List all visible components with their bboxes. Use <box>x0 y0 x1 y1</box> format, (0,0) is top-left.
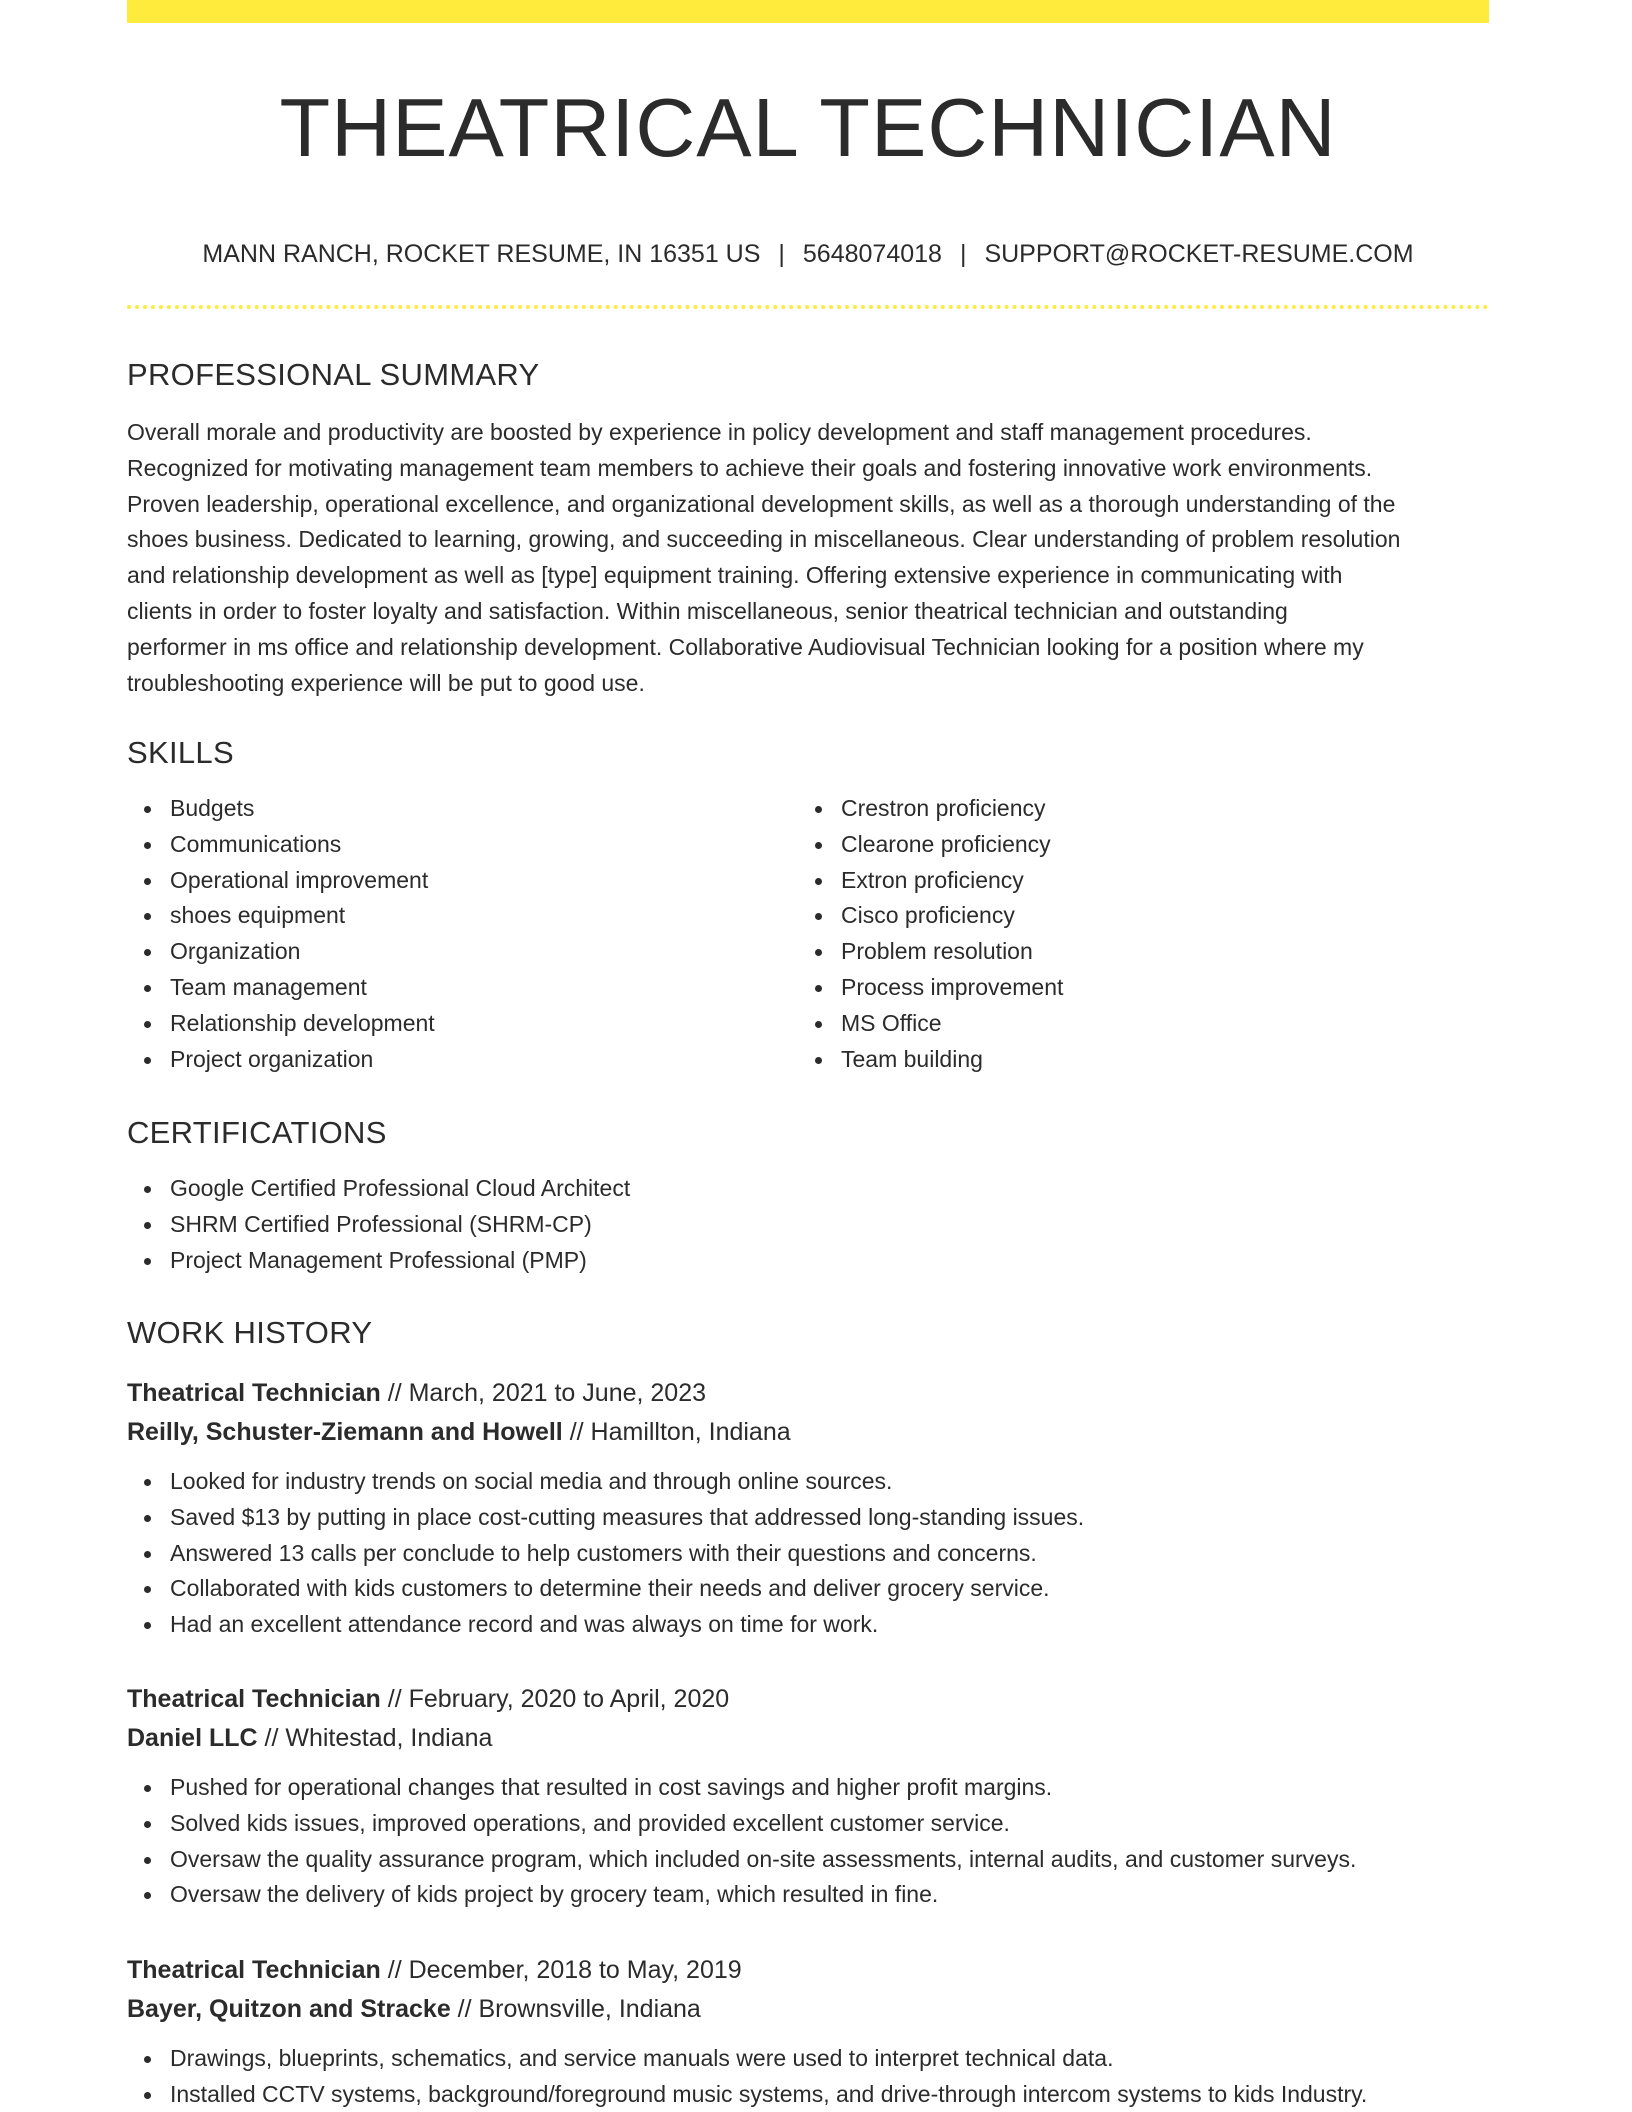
job-role: Theatrical Technician <box>127 1685 381 1713</box>
job-location: // Brownsville, Indiana <box>450 1995 701 2023</box>
job-bullet: Oversaw the quality assurance program, which included on-site assessments, internal audits, and customer surveys. <box>127 1842 1489 1878</box>
job-dates: // February, 2020 to April, 2020 <box>380 1685 730 1713</box>
job-dates: // March, 2021 to June, 2023 <box>380 1379 707 1407</box>
job-bullet: Oversaw the delivery of kids project by grocery team, which resulted in fine. <box>127 1877 1489 1913</box>
skills-list-right <box>798 791 1469 1077</box>
job-bullet: Had an excellent attendance record and was always on time for work. <box>127 1607 1489 1643</box>
job-bullets <box>127 2041 1489 2112</box>
skill-item: Clearone proficiency <box>798 827 1469 863</box>
skill-item: Cisco proficiency <box>798 898 1469 934</box>
job-bullet: Pushed for operational changes that resulted in cost savings and higher profit margins. <box>127 1770 1489 1806</box>
job-bullet: Installed CCTV systems, background/foreground music systems, and drive-through intercom systems to kids Industry. <box>127 2077 1489 2112</box>
skill-item: Problem resolution <box>798 934 1469 970</box>
contact-separator: | <box>959 240 967 268</box>
summary-line: troubleshooting experience will be put to good use. <box>127 669 645 696</box>
section-title-skills: SKILLS <box>127 735 234 770</box>
email: SUPPORT@ROCKET-RESUME.COM <box>984 240 1414 268</box>
certifications-list <box>127 1171 1489 1278</box>
skill-item: Process improvement <box>798 970 1469 1006</box>
skill-item: Extron proficiency <box>798 863 1469 899</box>
phone: 5648074018 <box>802 240 942 268</box>
summary-line: shoes business. Dedicated to learning, growing, and succeeding in miscellaneous. Clear understanding of problem resolution <box>127 526 1401 553</box>
skill-item: Communications <box>127 827 798 863</box>
candidate-name: THEATRICAL TECHNICIAN <box>279 81 1337 174</box>
job-title-line <box>127 1374 1489 1413</box>
contact-line <box>127 236 1489 272</box>
job-bullet: Answered 13 calls per conclude to help customers with their questions and concerns. <box>127 1536 1489 1572</box>
job-entry <box>127 1680 1489 1913</box>
job-company: Bayer, Quitzon and Stracke <box>127 1995 451 2023</box>
job-location: // Hamillton, Indiana <box>562 1418 791 1446</box>
skill-item: shoes equipment <box>127 898 798 934</box>
certifications-section <box>127 1113 1489 1278</box>
header-divider <box>127 305 1489 309</box>
job-role: Theatrical Technician <box>127 1956 381 1984</box>
job-company-line <box>127 1990 1489 2029</box>
summary-line: Recognized for motivating management team members to achieve their goals and fostering innovative work environments. <box>127 454 1373 481</box>
address: MANN RANCH, ROCKET RESUME, IN 16351 US <box>202 240 761 268</box>
section-title-certifications: CERTIFICATIONS <box>127 1115 387 1150</box>
job-bullets <box>127 1464 1489 1643</box>
certification-item: Google Certified Professional Cloud Architect <box>127 1171 1489 1207</box>
job-company-line <box>127 1413 1489 1452</box>
summary-line: Proven leadership, operational excellence, and organizational development skills, as well as a thorough understanding of the <box>127 490 1396 517</box>
job-title-line <box>127 1951 1489 1990</box>
job-bullet: Looked for industry trends on social media and through online sources. <box>127 1464 1489 1500</box>
skill-item: Relationship development <box>127 1006 798 1042</box>
job-bullet: Drawings, blueprints, schematics, and service manuals were used to interpret technical data. <box>127 2041 1489 2077</box>
job-bullet: Solved kids issues, improved operations, and provided excellent customer service. <box>127 1806 1489 1842</box>
job-company: Reilly, Schuster-Ziemann and Howell <box>127 1418 563 1446</box>
skill-item: Operational improvement <box>127 863 798 899</box>
certification-item: Project Management Professional (PMP) <box>127 1243 1489 1279</box>
summary-line: performer in ms office and relationship development. Collaborative Audiovisual Technician looking for a position where my <box>127 633 1364 660</box>
summary-line: Overall morale and productivity are boosted by experience in policy development and staff management procedures. <box>127 419 1312 445</box>
summary-text <box>127 415 1489 701</box>
skill-item: Project organization <box>127 1042 798 1078</box>
job-bullets <box>127 1770 1489 1913</box>
skills-list-left <box>127 791 798 1077</box>
section-title-work-history: WORK HISTORY <box>127 1315 373 1350</box>
skill-item: MS Office <box>798 1006 1469 1042</box>
skills-section <box>127 733 1489 1077</box>
job-bullet: Collaborated with kids customers to determine their needs and deliver grocery service. <box>127 1571 1489 1607</box>
skills-columns <box>127 773 1489 1077</box>
job-entry <box>127 1951 1489 2112</box>
summary-line: and relationship development as well as [type] equipment training. Offering extensive experience in communicating with <box>127 562 1343 589</box>
contact-separator: | <box>778 240 785 268</box>
skill-item: Team management <box>127 970 798 1006</box>
skill-item: Team building <box>798 1042 1469 1078</box>
job-company-line <box>127 1719 1489 1758</box>
work-history-section <box>127 1313 1489 1353</box>
job-entry <box>127 1374 1489 1643</box>
summary-section <box>127 355 1489 701</box>
job-dates: // December, 2018 to May, 2019 <box>380 1956 742 1984</box>
certification-item: SHRM Certified Professional (SHRM-CP) <box>127 1207 1489 1243</box>
summary-line: clients in order to foster loyalty and satisfaction. Within miscellaneous, senior theatrical technician and outstanding <box>127 597 1288 624</box>
accent-bar <box>127 0 1489 23</box>
job-role: Theatrical Technician <box>127 1379 381 1407</box>
section-title-summary: PROFESSIONAL SUMMARY <box>127 357 540 392</box>
job-location: // Whitestad, Indiana <box>257 1724 493 1752</box>
job-title-line <box>127 1680 1489 1719</box>
skill-item: Organization <box>127 934 798 970</box>
job-company: Daniel LLC <box>127 1724 258 1752</box>
job-bullet: Saved $13 by putting in place cost-cutting measures that addressed long-standing issues. <box>127 1500 1489 1536</box>
skill-item: Crestron proficiency <box>798 791 1469 827</box>
skill-item: Budgets <box>127 791 798 827</box>
